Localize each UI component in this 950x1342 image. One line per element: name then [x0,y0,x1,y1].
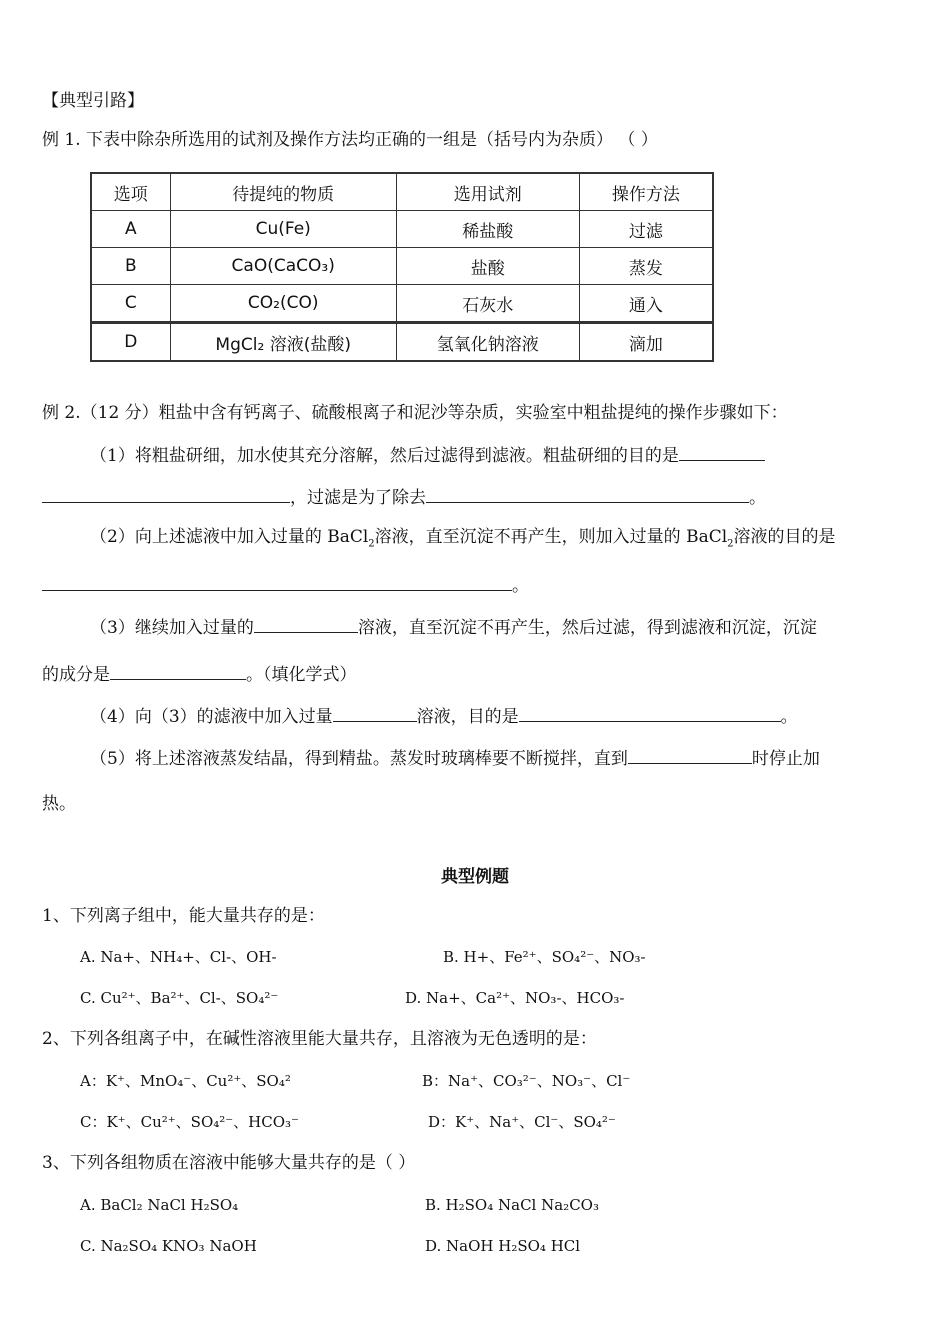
table-cell: D [91,323,170,362]
step-text: （5）将上述溶液蒸发结晶，得到精盐。蒸发时玻璃棒要不断搅拌，直到 [90,749,628,769]
step-text: 溶液，直至沉淀不再产生，然后过滤，得到滤液和沉淀，沉淀 [357,618,817,638]
answer-blank[interactable] [42,485,290,503]
question-2-option-b: B：Na⁺、CO₃²⁻、NO₃⁻、Cl⁻ [422,1072,631,1090]
table-cell: 氢氧化钠溶液 [396,323,579,362]
question-3-stem: 3、下列各组物质在溶液中能够大量共存的是（ ） [42,1153,416,1173]
question-2-stem: 2、下列各组离子中，在碱性溶液里能大量共存，且溶液为无色透明的是： [42,1029,597,1049]
answer-blank[interactable] [426,485,749,503]
impurity-removal-table [90,172,714,362]
step-text: ，过滤是为了除去 [290,488,426,508]
section-title-typical-examples: 典型例题 [441,867,509,887]
question-2-option-a: A：K⁺、MnO₄⁻、Cu²⁺、SO₄² [80,1072,291,1090]
step-text: 。 [780,707,798,727]
question-2-option-c: C：K⁺、Cu²⁺、SO₄²⁻、HCO₃⁻ [80,1113,299,1131]
subscript: 2 [368,538,375,550]
table-cell: 蒸发 [579,248,713,285]
example-2-step-4 [90,704,798,728]
question-2-option-d: D：K⁺、Na⁺、Cl⁻、SO₄²⁻ [428,1113,616,1131]
table-header-cell: 选项 [91,173,170,211]
step-text: （4）向（3）的滤液中加入过量 [90,707,333,727]
table-cell: CaO(CaCO₃) [170,248,396,285]
table-header-row [91,173,713,211]
example-2-step-1-cont [42,485,766,509]
step-text: 溶液，直至沉淀不再产生，则加入过量的 BaCl [374,527,728,547]
example-2-step-2 [90,526,836,548]
table-row [91,323,713,362]
example-2-intro: 例 2.（12 分）粗盐中含有钙离子、硫酸根离子和泥沙等杂质，实验室中粗盐提纯的操作步骤如下： [42,403,788,423]
question-1-option-c: C. Cu²⁺、Ba²⁺、Cl-、SO₄²⁻ [80,989,279,1007]
table-row [91,211,713,248]
section-title-typical-guide: 【典型引路】 [42,91,144,111]
table-cell: 石灰水 [396,285,579,323]
example-2-step-5-cont: 热。 [42,794,76,814]
step-text: 溶液的目的是 [733,527,836,547]
answer-blank[interactable] [628,746,752,764]
answer-blank[interactable] [519,704,781,722]
example-2-step-2-cont [42,573,529,597]
example-2-step-3 [90,615,817,639]
table-cell: CO₂(CO) [170,285,396,323]
table-cell: 过滤 [579,211,713,248]
subscript: 2 [727,538,734,550]
question-1-option-d: D. Na+、Ca²⁺、NO₃-、HCO₃- [405,989,625,1007]
step-text: （3）继续加入过量的 [90,618,254,638]
step-text: 的成分是 [42,665,110,685]
table-cell: 通入 [579,285,713,323]
example-1-stem: 例 1. 下表中除杂所选用的试剂及操作方法均正确的一组是（括号内为杂质） （ ） [42,130,658,150]
question-3-option-b: B. H₂SO₄ NaCl Na₂CO₃ [425,1196,599,1214]
step-text: 溶液，目的是 [416,707,519,727]
example-2-step-3-cont [42,662,357,686]
question-1-stem: 1、下列离子组中，能大量共存的是： [42,906,325,926]
example-2-step-1 [90,443,765,467]
example-2-step-5 [90,746,820,770]
table-cell: 稀盐酸 [396,211,579,248]
table-header-cell: 待提纯的物质 [170,173,396,211]
step-text: 。 [512,576,529,596]
question-3-option-a: A. BaCl₂ NaCl H₂SO₄ [80,1196,239,1214]
table-cell: A [91,211,170,248]
table-row [91,248,713,285]
step-text: 。 [749,488,766,508]
answer-blank[interactable] [679,443,765,461]
step-text: （1）将粗盐研细，加水使其充分溶解，然后过滤得到滤液。粗盐研细的目的是 [90,446,679,466]
table-cell: MgCl₂ 溶液(盐酸) [170,323,396,362]
table-row [91,285,713,323]
question-3-option-c: C. Na₂SO₄ KNO₃ NaOH [80,1237,257,1255]
table-cell: 滴加 [579,323,713,362]
table-cell: B [91,248,170,285]
table-header-cell: 操作方法 [579,173,713,211]
answer-blank[interactable] [42,573,512,591]
answer-blank[interactable] [333,704,417,722]
table-cell: Cu(Fe) [170,211,396,248]
step-text: （2）向上述滤液中加入过量的 BaCl [90,527,369,547]
question-3-option-d: D. NaOH H₂SO₄ HCl [425,1237,581,1255]
table-cell: 盐酸 [396,248,579,285]
answer-blank[interactable] [110,662,246,680]
question-1-option-a: A. Na+、NH₄+、Cl-、OH- [80,948,277,966]
table-header-cell: 选用试剂 [396,173,579,211]
table-cell: C [91,285,170,323]
question-1-option-b: B. H+、Fe²⁺、SO₄²⁻、NO₃- [443,948,646,966]
answer-blank[interactable] [254,615,358,633]
step-text: 时停止加 [751,749,820,769]
step-text: 。（填化学式） [246,665,357,685]
